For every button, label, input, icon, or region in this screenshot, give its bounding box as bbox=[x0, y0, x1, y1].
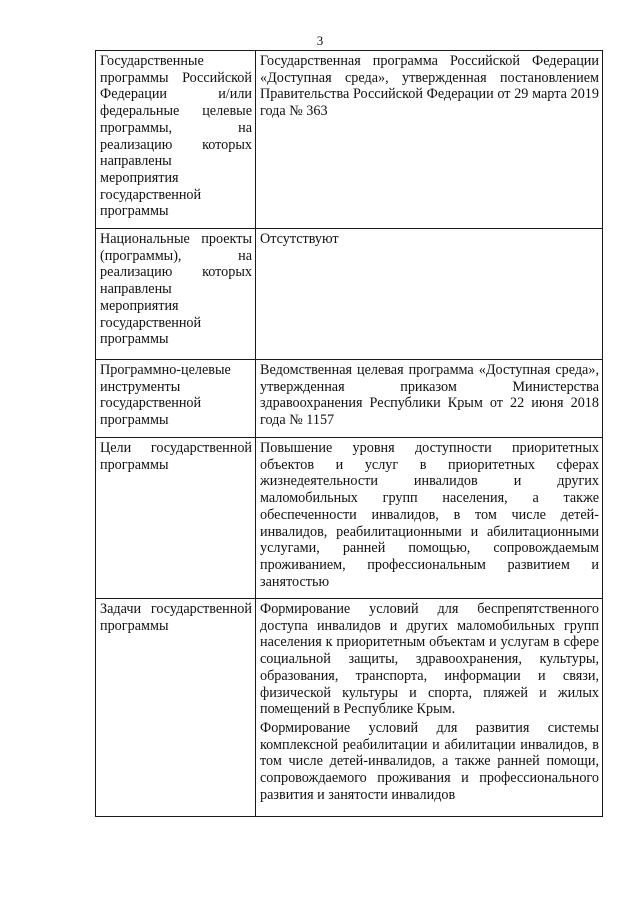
row-value-national-projects: Отсутствуют bbox=[256, 229, 603, 360]
row-label-federal-programs: Государственные программы Российской Федерации и/или федеральные целевые программы, на реализацию которых направлены мероприятия государственной программы bbox=[96, 51, 256, 229]
row-value-tasks bbox=[256, 599, 603, 817]
row-value-federal-programs: Государственная программа Российской Федерации «Доступная среда», утвержденная постановлением Правительства Российской Федерации от 29 марта 2019 года № 363 bbox=[256, 51, 603, 229]
table-row bbox=[96, 360, 603, 438]
row-label-target-instruments: Программно-целевые инструменты государственной программы bbox=[96, 360, 256, 438]
page-number: 3 bbox=[316, 33, 324, 48]
tasks-paragraph-2: Формирование условий для развития системы комплексной реабилитации и абилитации инвалидов, в том числе детей-инвалидов, а также ранней помощи, сопровождаемого проживания и профессионального развития и занятости инвалидов bbox=[260, 719, 599, 803]
table-row bbox=[96, 51, 603, 229]
row-label-tasks: Задачи государственной программы bbox=[96, 599, 256, 817]
row-label-goals: Цели государственной программы bbox=[96, 438, 256, 599]
row-value-target-instruments: Ведомственная целевая программа «Доступная среда», утвержденная приказом Министерства здравоохранения Республики Крым от 22 июня 2018 года № 1157 bbox=[256, 360, 603, 438]
row-value-goals: Повышение уровня доступности приоритетных объектов и услуг в приоритетных сферах жизнедеятельности инвалидов и других маломобильных групп населения, а также обеспеченности инвалидов, в том числе детей-инвалидов, реабилитационными и абилитационными услугами, ранней помощью, сопровождаемым проживанием, профессиональным развитием и занятостью bbox=[256, 438, 603, 599]
tasks-paragraph-1: Формирование условий для беспрепятственного доступа инвалидов и других маломобильных групп населения к приоритетным объектам и услугам в сфере социальной защиты, здравоохранения, культуры, образования, транспорта, информации и связи, физической культуры и спорта, пляжей и жилых помещений в Республике Крым. bbox=[260, 601, 599, 718]
passport-table bbox=[95, 50, 603, 817]
table-row bbox=[96, 599, 603, 817]
row-label-national-projects: Национальные проекты (программы), на реализацию которых направлены мероприятия государственной программы bbox=[96, 229, 256, 360]
table-row bbox=[96, 438, 603, 599]
table-row bbox=[96, 229, 603, 360]
